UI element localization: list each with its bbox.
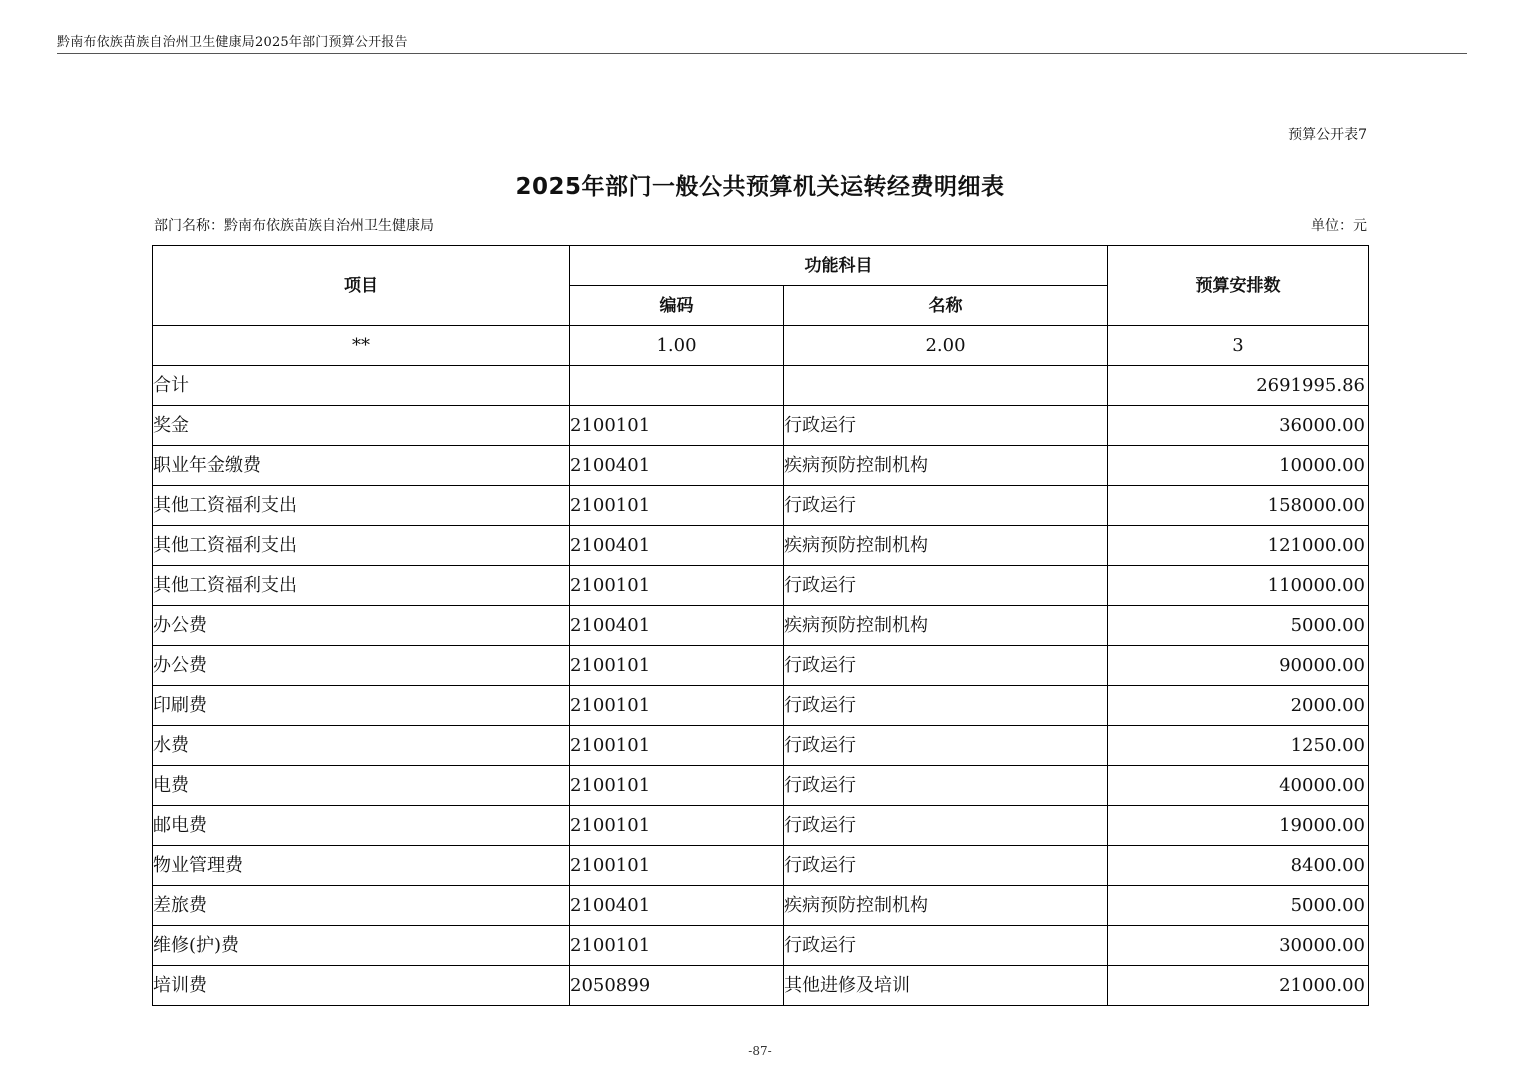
row-item: 印刷费	[153, 686, 570, 726]
total-budget: 2691995.86	[1108, 366, 1369, 406]
table-row	[153, 446, 1369, 486]
row-name: 其他进修及培训	[784, 966, 1108, 1006]
row-budget: 5000.00	[1108, 606, 1369, 646]
row-budget: 19000.00	[1108, 806, 1369, 846]
row-item: 奖金	[153, 406, 570, 446]
row-code: 2100401	[570, 526, 784, 566]
header-functional-subject: 功能科目	[570, 246, 1108, 286]
row-budget: 158000.00	[1108, 486, 1369, 526]
row-name: 行政运行	[784, 646, 1108, 686]
row-budget: 8400.00	[1108, 846, 1369, 886]
table-row	[153, 486, 1369, 526]
row-budget: 90000.00	[1108, 646, 1369, 686]
table-row	[153, 806, 1369, 846]
row-item: 其他工资福利支出	[153, 486, 570, 526]
header-name: 名称	[784, 286, 1108, 326]
row-budget: 1250.00	[1108, 726, 1369, 766]
row-name: 行政运行	[784, 406, 1108, 446]
row-item: 办公费	[153, 606, 570, 646]
table-row	[153, 846, 1369, 886]
running-header: 黔南布依族苗族自治州卫生健康局2025年部门预算公开报告	[57, 35, 408, 50]
row-code: 2100101	[570, 806, 784, 846]
row-code: 2100101	[570, 486, 784, 526]
row-item: 职业年金缴费	[153, 446, 570, 486]
table-row	[153, 526, 1369, 566]
row-code: 2100101	[570, 686, 784, 726]
row-code: 2100101	[570, 846, 784, 886]
header-code: 编码	[570, 286, 784, 326]
row-name: 疾病预防控制机构	[784, 606, 1108, 646]
header-item: 项目	[153, 246, 570, 326]
row-budget: 10000.00	[1108, 446, 1369, 486]
row-item: 差旅费	[153, 886, 570, 926]
table-number: 预算公开表7	[1288, 127, 1367, 143]
row-item: 培训费	[153, 966, 570, 1006]
row-code: 2100101	[570, 646, 784, 686]
row-name: 行政运行	[784, 686, 1108, 726]
table-row	[153, 686, 1369, 726]
table-row	[153, 926, 1369, 966]
unit-label: 单位：元	[1311, 218, 1367, 234]
row-name: 行政运行	[784, 926, 1108, 966]
row-name: 行政运行	[784, 566, 1108, 606]
table-row	[153, 406, 1369, 446]
row-code: 2100401	[570, 606, 784, 646]
row-budget: 21000.00	[1108, 966, 1369, 1006]
index-budget: 3	[1108, 326, 1369, 366]
row-code: 2100401	[570, 446, 784, 486]
row-item: 办公费	[153, 646, 570, 686]
row-item: 维修(护)费	[153, 926, 570, 966]
total-row	[153, 366, 1369, 406]
total-name	[784, 366, 1108, 406]
table-row	[153, 646, 1369, 686]
index-name: 2.00	[784, 326, 1108, 366]
table-row	[153, 766, 1369, 806]
row-item: 其他工资福利支出	[153, 566, 570, 606]
table-row	[153, 966, 1369, 1006]
table-row	[153, 726, 1369, 766]
total-item: 合计	[153, 366, 570, 406]
table-row	[153, 566, 1369, 606]
row-name: 行政运行	[784, 726, 1108, 766]
index-item: **	[153, 326, 570, 366]
row-code: 2100101	[570, 566, 784, 606]
row-code: 2100101	[570, 926, 784, 966]
row-code: 2100101	[570, 726, 784, 766]
row-code: 2100101	[570, 406, 784, 446]
row-budget: 30000.00	[1108, 926, 1369, 966]
row-item: 其他工资福利支出	[153, 526, 570, 566]
row-budget: 110000.00	[1108, 566, 1369, 606]
total-code	[570, 366, 784, 406]
row-budget: 5000.00	[1108, 886, 1369, 926]
page-number: -87-	[748, 1044, 772, 1058]
department-name: 部门名称：黔南布依族苗族自治州卫生健康局	[154, 218, 434, 234]
index-row	[153, 326, 1369, 366]
row-name: 行政运行	[784, 766, 1108, 806]
table-row	[153, 606, 1369, 646]
header-rule	[57, 53, 1467, 54]
header-budget: 预算安排数	[1108, 246, 1369, 326]
row-code: 2100101	[570, 766, 784, 806]
row-name: 疾病预防控制机构	[784, 526, 1108, 566]
row-item: 物业管理费	[153, 846, 570, 886]
row-name: 疾病预防控制机构	[784, 886, 1108, 926]
row-name: 行政运行	[784, 806, 1108, 846]
row-budget: 2000.00	[1108, 686, 1369, 726]
table-row	[153, 886, 1369, 926]
row-name: 疾病预防控制机构	[784, 446, 1108, 486]
row-budget: 40000.00	[1108, 766, 1369, 806]
row-name: 行政运行	[784, 486, 1108, 526]
row-budget: 36000.00	[1108, 406, 1369, 446]
row-item: 水费	[153, 726, 570, 766]
row-code: 2100401	[570, 886, 784, 926]
report-title: 2025年部门一般公共预算机关运转经费明细表	[515, 174, 1005, 200]
row-budget: 121000.00	[1108, 526, 1369, 566]
index-code: 1.00	[570, 326, 784, 366]
row-name: 行政运行	[784, 846, 1108, 886]
row-code: 2050899	[570, 966, 784, 1006]
budget-table	[152, 245, 1369, 1006]
row-item: 邮电费	[153, 806, 570, 846]
header-row-1	[153, 246, 1369, 286]
row-item: 电费	[153, 766, 570, 806]
